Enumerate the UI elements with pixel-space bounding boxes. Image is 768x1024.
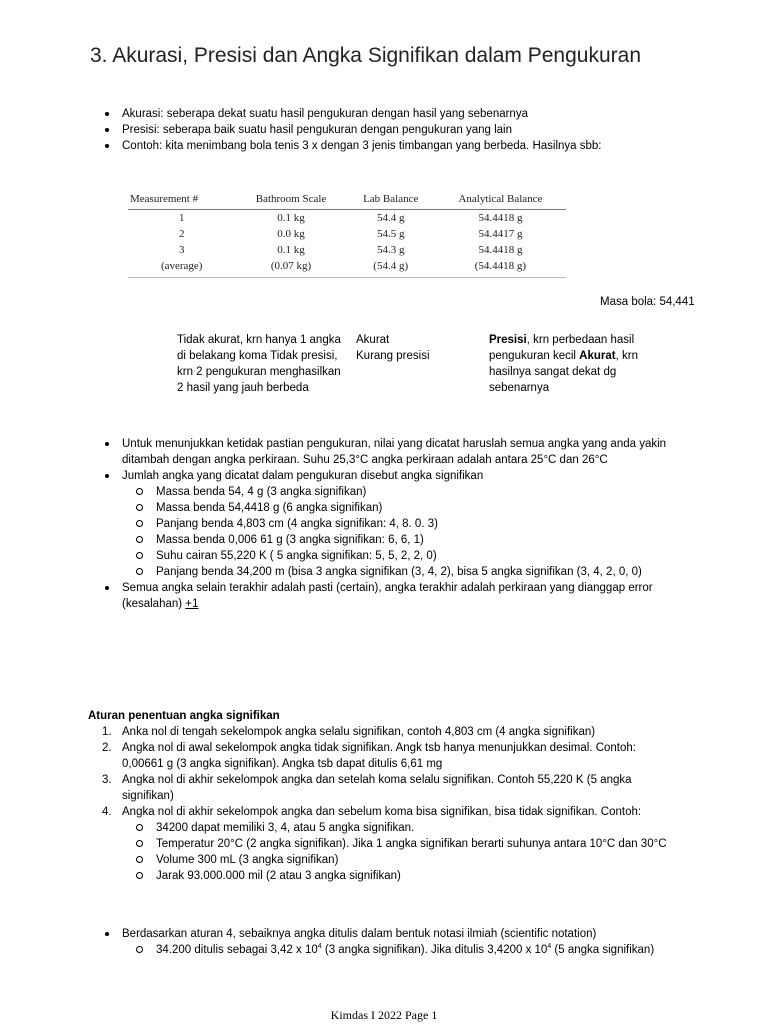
header-analytical-balance: Analytical Balance bbox=[435, 190, 566, 210]
list-item: Jarak 93.000.000 mil (2 atau 3 angka signifikan) bbox=[122, 868, 678, 884]
rule-item-4 bbox=[88, 804, 678, 884]
bullet-notasi-ilmiah bbox=[88, 926, 678, 958]
sci-exponent: 4 bbox=[547, 943, 552, 951]
header-lab-balance: Lab Balance bbox=[347, 190, 435, 210]
rule-text: Anka nol di tengah sekelompok angka selalu signifikan, contoh 4,803 cm (4 angka signifikan) bbox=[122, 726, 596, 738]
table-row bbox=[128, 210, 566, 227]
measurement-table bbox=[128, 190, 566, 278]
rule-text: Angka nol di awal sekelompok angka tidak signifikan. Angk tsb hanya menunjukkan desimal. Contoh: 0,00661 g (3 angka signifikan). Angka tsb dapat ditulis 6,61 mg bbox=[122, 742, 636, 770]
table-cell: 54.4418 g bbox=[478, 244, 523, 256]
bullet-presisi: Presisi: seberapa baik suatu hasil pengukuran dengan pengukuran yang lain bbox=[88, 122, 688, 138]
bullet-ketidakpastian: Untuk menunjukkan ketidak pastian pengukuran, nilai yang dicatat haruslah semua angka yang anda yakin ditambah dengan angka perkiraan. Suhu 25,3°C angka perkiraan adalah antara 25°C dan 26°C bbox=[88, 436, 678, 468]
table-cell: 54.4417 g bbox=[478, 228, 523, 240]
rule-text: Angka nol di akhir sekelompok angka dan sebelum koma bisa signifikan, bisa tidak signifikan. Contoh: bbox=[122, 806, 642, 818]
sci-bullet-list bbox=[88, 926, 678, 958]
intro-bullet-list bbox=[88, 106, 688, 154]
note-akurat-bold: Akurat bbox=[579, 350, 616, 362]
masa-bola-note: Masa bola: 54,441 bbox=[600, 296, 695, 308]
note-analytical-balance bbox=[489, 332, 639, 396]
sci-text-b: (3 angka signifikan). Jika ditulis 3,4200 x 10 bbox=[321, 944, 548, 956]
note-presisi-bold: Presisi bbox=[489, 334, 527, 346]
list-item: Suhu cairan 55,220 K ( 5 angka signifikan: 5, 5, 2, 2, 0) bbox=[122, 548, 678, 564]
table-cell: 54.3 g bbox=[376, 244, 405, 256]
header-bathroom-scale: Bathroom Scale bbox=[235, 190, 346, 210]
rule-item-1 bbox=[88, 724, 678, 740]
sigfig-bullet-list bbox=[88, 436, 678, 612]
plus-minus-value: +1 bbox=[185, 598, 199, 610]
table-cell: 1 bbox=[178, 212, 185, 224]
bullet-akurasi: Akurasi: seberapa dekat suatu hasil pengukuran dengan hasil yang sebenarnya bbox=[88, 106, 688, 122]
table-cell: 54.4418 g bbox=[478, 212, 523, 224]
list-item: Massa benda 54,4418 g (6 angka signifikan) bbox=[122, 500, 678, 516]
page-title: 3. Akurasi, Presisi dan Angka Signifikan dalam Pengukuran bbox=[90, 44, 641, 67]
note-presisi-text: , krn perbedaan hasil pengukuran kecil bbox=[489, 334, 635, 362]
rule-number: 1. bbox=[102, 726, 112, 738]
significant-figures-section bbox=[88, 436, 678, 612]
list-item: Temperatur 20°C (2 angka signifikan). Jika 1 angka signifikan berarti suhunya antara 10°C dan 30°C bbox=[122, 836, 678, 852]
header-measurement: Measurement # bbox=[128, 190, 235, 210]
rule4-sub-list bbox=[122, 820, 678, 884]
list-item: Massa benda 0,006 61 g (3 angka signifikan: 6, 6, 1) bbox=[122, 532, 678, 548]
table-row bbox=[128, 226, 566, 242]
list-item: Panjang benda 4,803 cm (4 angka signifikan: 4, 8. 0. 3) bbox=[122, 516, 678, 532]
table-row-average bbox=[128, 258, 566, 278]
page-footer: Kimdas I 2022 Page 1 bbox=[330, 1008, 438, 1022]
bullet-angka-pasti bbox=[88, 580, 678, 612]
example-sub-list bbox=[122, 484, 678, 580]
bullet-jumlah-angka bbox=[88, 468, 678, 580]
rules-list bbox=[88, 724, 678, 884]
table-cell: (54.4418 g) bbox=[474, 260, 527, 272]
table-cell: 2 bbox=[178, 228, 185, 240]
table-cell: (54.4 g) bbox=[373, 260, 409, 272]
aturan-heading: Aturan penentuan angka signifikan bbox=[88, 710, 280, 722]
note-akurat: Akurat bbox=[356, 334, 390, 346]
rule-number: 4. bbox=[102, 806, 112, 818]
rule-number: 2. bbox=[102, 742, 112, 754]
scientific-notation-section bbox=[88, 926, 678, 958]
list-item bbox=[122, 942, 678, 958]
table-header-row bbox=[128, 190, 566, 210]
rule-number: 3. bbox=[102, 774, 112, 786]
bullet-contoh: Contoh: kita menimbang bola tenis 3 x dengan 3 jenis timbangan yang berbeda. Hasilnya sbb: bbox=[88, 138, 688, 154]
note-kurang-presisi: Kurang presisi bbox=[356, 350, 430, 362]
list-item: Panjang benda 34,200 m (bisa 3 angka signifikan (3, 4, 2), bisa 5 angka signifikan (3, 4, 2, 0, 0) bbox=[122, 564, 678, 580]
sci-text-a: 34.200 ditulis sebagai 3,42 x 10 bbox=[156, 944, 318, 956]
sci-text-c: (5 angka signifikan) bbox=[551, 944, 655, 956]
bullet-angka-pasti-text: Semua angka selain terakhir adalah pasti (certain), angka terakhir adalah perkiraan yang dianggap error (kesalahan) bbox=[122, 582, 653, 610]
table-cell: 54.4 g bbox=[376, 212, 405, 224]
rule-text: Angka nol di akhir sekelompok angka dan setelah koma selalu signifikan. Contoh 55,220 K (5 angka signifikan) bbox=[122, 774, 632, 802]
bullet-notasi-ilmiah-text: Berdasarkan aturan 4, sebaiknya angka ditulis dalam bentuk notasi ilmiah (scientific notation) bbox=[122, 928, 597, 940]
note-bathroom-scale: Tidak akurat, krn hanya 1 angka di belakang koma Tidak presisi, krn 2 pengukuran menghasilkan 2 hasil yang jauh berbeda bbox=[177, 334, 341, 394]
table-cell: 3 bbox=[178, 244, 185, 256]
table-cell: (0.07 kg) bbox=[270, 260, 312, 272]
list-item: 34200 dapat memiliki 3, 4, atau 5 angka signifikan. bbox=[122, 820, 678, 836]
bullet-jumlah-angka-text: Jumlah angka yang dicatat dalam pengukuran disebut angka signifikan bbox=[122, 470, 484, 482]
table-cell: 54.5 g bbox=[376, 228, 405, 240]
table-cell: 0.0 kg bbox=[277, 228, 305, 240]
rule-item-2 bbox=[88, 740, 678, 772]
table-cell: 0.1 kg bbox=[277, 244, 305, 256]
list-item: Massa benda 54, 4 g (3 angka signifikan) bbox=[122, 484, 678, 500]
table-cell: (average) bbox=[160, 260, 203, 272]
note-akurat-text: , krn hasilnya sangat dekat dg sebenarnya bbox=[489, 350, 638, 394]
intro-section bbox=[88, 106, 688, 154]
table-row bbox=[128, 242, 566, 258]
note-lab-balance bbox=[356, 332, 476, 364]
sci-exponent: 4 bbox=[317, 943, 322, 951]
sci-sub-list bbox=[122, 942, 678, 958]
table-cell: 0.1 kg bbox=[277, 212, 305, 224]
list-item: Volume 300 mL (3 angka signifikan) bbox=[122, 852, 678, 868]
rule-item-3 bbox=[88, 772, 678, 804]
